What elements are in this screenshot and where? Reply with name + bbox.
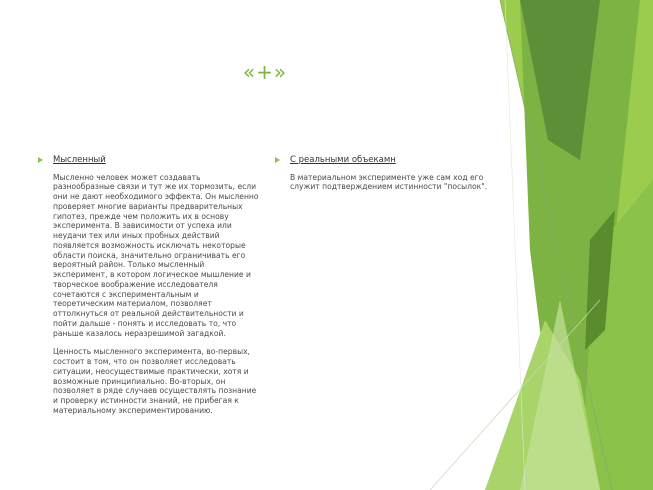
slide-title: «+» <box>242 60 288 84</box>
right-paragraph-1: В материальном эксперименте уже сам ход его служит подтверждением истинности "посылок". <box>290 172 488 192</box>
left-heading-row <box>38 155 260 165</box>
left-paragraph-2: Ценность мысленного эксперимента, во-первых, состоит в том, что он позволяет исследовать ситуации, неосуществимые практически, хотя и возможные принципиально. Во-вторых, он позволяет в ряде случаев осуществлять познание и проверку истинности знаний, не прибегая к материальному экспериментированию. <box>53 347 257 415</box>
right-column <box>275 155 503 201</box>
right-heading-row <box>275 155 503 165</box>
left-heading: Мысленный <box>53 155 106 165</box>
triangle-bullet-icon <box>275 157 280 163</box>
left-column <box>38 155 260 425</box>
right-heading: С реальными объекамн <box>290 155 396 165</box>
left-paragraph-1: Мысленно человек может создавать разнообразные связи и тут же их тормозить, если они не дают необходимого эффекта. Он мысленно проверяет многие варианты предварительных гипотез, прежде чем положить их в основу эксперимента. В зависимости от успеха или неудачи тех или иных пробных действий появляется возможность исключать некоторые области поиска, значительно ограничивать его вероятный район. Только мысленный эксперимент, в котором логическое мышление и творческое воображение исследователя сочетаются с экспериментальным и теоретическим материалом, позволяет оттолкнуться от реальной действительности и пойти дальше - понять и исследовать то, что раньше казалось неразрешимой загадкой. <box>53 172 259 338</box>
triangle-bullet-icon <box>38 157 43 163</box>
